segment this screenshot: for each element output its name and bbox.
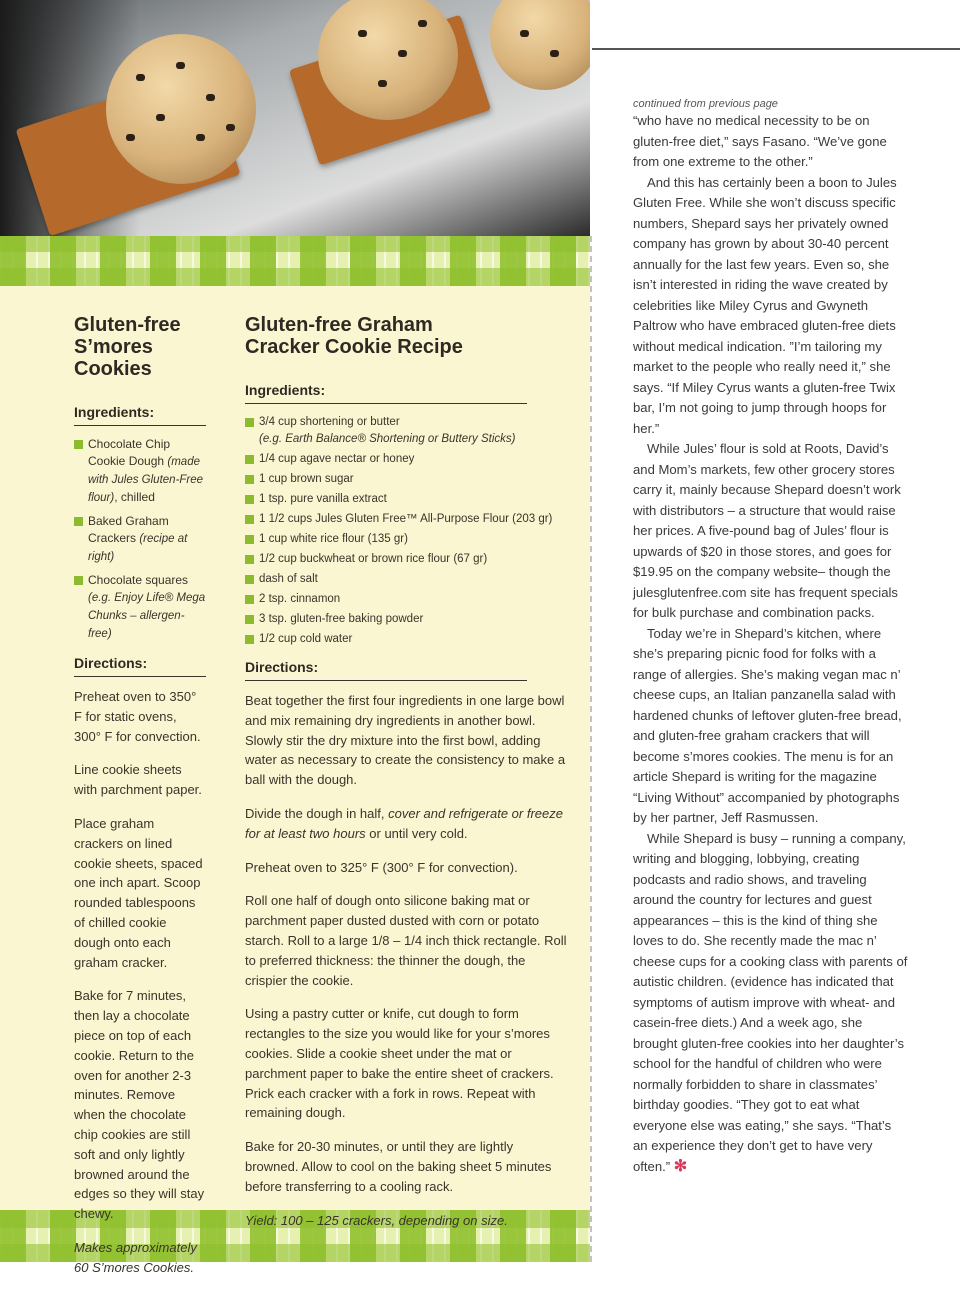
direction-text: Beat together the first four ingredients in one large bowl and mix remaining dry ingredients in another bowl. Slowly stir the dry mixture into the first bowl, adding water as necessary to create the consistency to make a ball with the dough. xyxy=(245,693,566,788)
ingredient-note: (made with Jules Gluten-Free flour) xyxy=(88,456,204,504)
ingredient-text: 1/4 cup agave nectar or honey xyxy=(259,453,415,465)
cookie-dough-ball xyxy=(106,34,256,184)
direction-step: Line cookie sheets with parchment paper. xyxy=(74,762,202,798)
direction-step xyxy=(245,1137,567,1196)
bullet-square xyxy=(74,576,83,585)
direction-step xyxy=(245,858,567,878)
ingredient-text: 2 tsp. cinnamon xyxy=(259,593,341,605)
recipe-title: Gluten-free S’mores Cookies xyxy=(74,314,181,380)
article-paragraph xyxy=(633,173,908,440)
directions-list xyxy=(74,687,206,1224)
end-mark-icon: ✻ xyxy=(673,1157,688,1175)
ingredient-text: dash of salt xyxy=(259,573,318,585)
paragraph-text: And this has certainly been a boon to Jules Gluten Free. While she won’t discuss specific numbers, Shepard says her privately owned company has grown by about 30-40 percent annually for the last few years. Even so, she isn’t interested in riding the wave created by celebrities like Miley Cyrus and Gwyneth Paltrow who have embraced gluten-free diets without medical indication. ”I’m tailoring my market to the people who really need it,” she says. “If Miley Cyrus wants a gluten-free Twix bar, I’m not going to jump through hoops for her.” xyxy=(633,174,897,436)
ingredients-header: Ingredients: xyxy=(245,382,527,404)
bullet-square xyxy=(245,515,254,524)
ingredient-tail: , chilled xyxy=(114,490,155,504)
ingredient-item xyxy=(74,513,206,566)
ingredient-text: 3 tsp. gluten-free baking powder xyxy=(259,613,424,625)
ingredient-note: (recipe at right) xyxy=(88,533,188,563)
ingredient-list xyxy=(245,414,567,648)
bullet-square xyxy=(245,575,254,584)
paragraph-text: While Jules’ flour is sold at Roots, David’s and Mom’s markets, few other grocery stores carry it, mainly because Shepard doesn’t work with distributors – a structure that would raise her prices. A five-pound bag of Jules’ flour is upwards of $20 in those stores, and goes for $19.95 on the company website– though the julesglutenfree.com site has frequent specials for bulk purchase and combination packs. xyxy=(633,441,901,620)
cookie-photo xyxy=(0,0,590,236)
article-body xyxy=(633,111,908,1177)
direction-text: Preheat oven to 325° F (300° F for convection). xyxy=(245,859,518,875)
ingredient-item xyxy=(245,571,567,588)
ingredient-item xyxy=(74,572,206,643)
article-paragraph xyxy=(633,111,908,173)
ingredient-text: 1 cup white rice flour (135 gr) xyxy=(259,533,408,545)
ingredient-text: Baked Graham Crackers xyxy=(88,514,169,545)
article-paragraph xyxy=(633,829,908,1178)
bullet-square xyxy=(74,440,83,449)
direction-step xyxy=(245,891,567,990)
bullet-square xyxy=(245,595,254,604)
ingredient-item xyxy=(74,436,206,507)
direction-tail: or until very cold. xyxy=(365,825,468,841)
graham-recipe xyxy=(245,314,567,1244)
paragraph-text: “who have no medical necessity to be on gluten-free diet,” says Fasano. “We’ve gone from one extreme to the other.” xyxy=(633,113,887,169)
ingredient-text: 1 1/2 cups Jules Gluten Free™ All-Purpose Flour (203 gr) xyxy=(259,513,553,525)
direction-step xyxy=(245,691,567,790)
ingredient-text: Chocolate Chip Cookie Dough xyxy=(88,437,171,468)
direction-text: Divide the dough in half, xyxy=(245,805,389,821)
ingredient-text: 1/2 cup cold water xyxy=(259,633,353,645)
ingredient-text: 1 cup brown sugar xyxy=(259,473,354,485)
ingredient-item xyxy=(245,531,567,548)
bullet-square xyxy=(245,495,254,504)
recipe-title: Gluten-free Graham Cracker Cookie Recipe xyxy=(245,314,463,358)
ingredient-text: 1 tsp. pure vanilla extract xyxy=(259,493,387,505)
paragraph-text: While Shepard is busy – running a company, writing and blogging, lobbying, creating podcasts and radio shows, and traveling around the country for lectures and guest appearances – this is the kind of thing she loves to do. She recently made the mac n’ cheese cups for a cooking class with parents of autistic children. (evidence has indicated that symptoms of autism improve with wheat- and casein-free diets.) And a week ago, she brought gluten-free cookies into her daughter’s school for the handful of children who were normally forbidden to share in classmates’ birthday goodies. “They got to eat what everyone else was eating,” she says. “That’s an experience they don’t get to have very often.” xyxy=(633,830,908,1174)
paragraph-text: Today we’re in Shepard’s kitchen, where she’s preparing picnic food for folks with a range of allergies. She’s making vegan mac n’ cheese cups, an Italian panzanella salad with hardened chunks of leftover gluten-free bread, and gluten-free graham crackers that will become s’mores cookies. The menu is for an article Shepard is writing for the magazine “Living Without” accompanied by photographs by her partner, Jeff Rasmussen. xyxy=(633,625,902,825)
ingredient-text: 3/4 cup shortening or butter xyxy=(259,416,400,428)
bullet-square xyxy=(245,555,254,564)
direction-step: Preheat oven to 350° F for static ovens, 300° F for convection. xyxy=(74,689,201,744)
bullet-square xyxy=(245,615,254,624)
ingredient-item xyxy=(245,511,567,528)
direction-text: Roll one half of dough onto silicone baking mat or parchment paper dusted dusted with corn or potato starch. Roll to a large 1/8 – 1/4 inch thick rectangle. Roll to preferred thickness: the thinner the dough, the crispier the cookie. xyxy=(245,893,567,988)
yield-note: Makes approximately 60 S’mores Cookies. xyxy=(74,1239,197,1275)
article-column xyxy=(633,98,908,1177)
bullet-square xyxy=(245,455,254,464)
directions-list xyxy=(245,691,567,1197)
direction-step xyxy=(245,1004,567,1123)
smores-recipe xyxy=(74,314,206,1292)
header-rule xyxy=(592,48,960,50)
directions-header: Directions: xyxy=(245,659,527,681)
ingredient-text: 1/2 cup buckwheat or brown rice flour (67 gr) xyxy=(259,553,488,565)
bullet-square xyxy=(245,418,254,427)
plaid-border-top xyxy=(0,236,590,286)
ingredient-item xyxy=(245,551,567,568)
bullet-square xyxy=(74,517,83,526)
ingredient-item xyxy=(245,611,567,628)
direction-emphasis: cover and refrigerate or freeze for at least two hours xyxy=(245,805,563,841)
bullet-square xyxy=(245,475,254,484)
ingredient-note: (e.g. Earth Balance® Shortening or Buttery Sticks) xyxy=(259,433,516,445)
ingredient-item xyxy=(245,631,567,648)
ingredient-note: (e.g. Enjoy Life® Mega Chunks – allergen-free) xyxy=(88,592,206,640)
ingredient-item xyxy=(245,491,567,508)
direction-text: Using a pastry cutter or knife, cut dough to form rectangles to the size you would like for your s’mores cookies. Slide a cookie sheet under the mat or parchment paper to bake the entire sheet of crackers. Prick each cracker with a fork in rows. Repeat with remaining dough. xyxy=(245,1006,554,1121)
ingredient-list xyxy=(74,436,206,643)
ingredient-item xyxy=(245,471,567,488)
ingredient-text: Chocolate squares xyxy=(88,573,189,587)
article-paragraph xyxy=(633,624,908,829)
panel-divider xyxy=(590,236,592,1262)
ingredient-item xyxy=(245,591,567,608)
ingredients-header: Ingredients: xyxy=(74,404,206,426)
direction-text: Bake for 20-30 minutes, or until they are lightly browned. Allow to cool on the baking sheet 5 minutes before transferring to a cooling rack. xyxy=(245,1139,552,1194)
bullet-square xyxy=(245,535,254,544)
direction-step: Place graham crackers on lined cookie sheets, spaced one inch apart. Scoop rounded tablespoons of chilled cookie dough onto each graham cracker. xyxy=(74,815,203,970)
directions-header: Directions: xyxy=(74,655,206,677)
ingredient-item xyxy=(245,451,567,468)
bullet-square xyxy=(245,635,254,644)
yield-note: Yield: 100 – 125 crackers, depending on size. xyxy=(245,1212,508,1228)
direction-step: Bake for 7 minutes, then lay a chocolate piece on top of each cookie. Return to the oven for another 2-3 minutes. Remove when the chocolate chip cookies are still soft and only lightly browned around the edges so they will stay chewy. xyxy=(74,988,205,1222)
ingredient-item xyxy=(245,414,567,448)
cookie-dough-ball xyxy=(490,0,590,90)
continued-note: continued from previous page xyxy=(633,98,778,110)
article-paragraph xyxy=(633,439,908,624)
direction-step xyxy=(245,804,567,844)
